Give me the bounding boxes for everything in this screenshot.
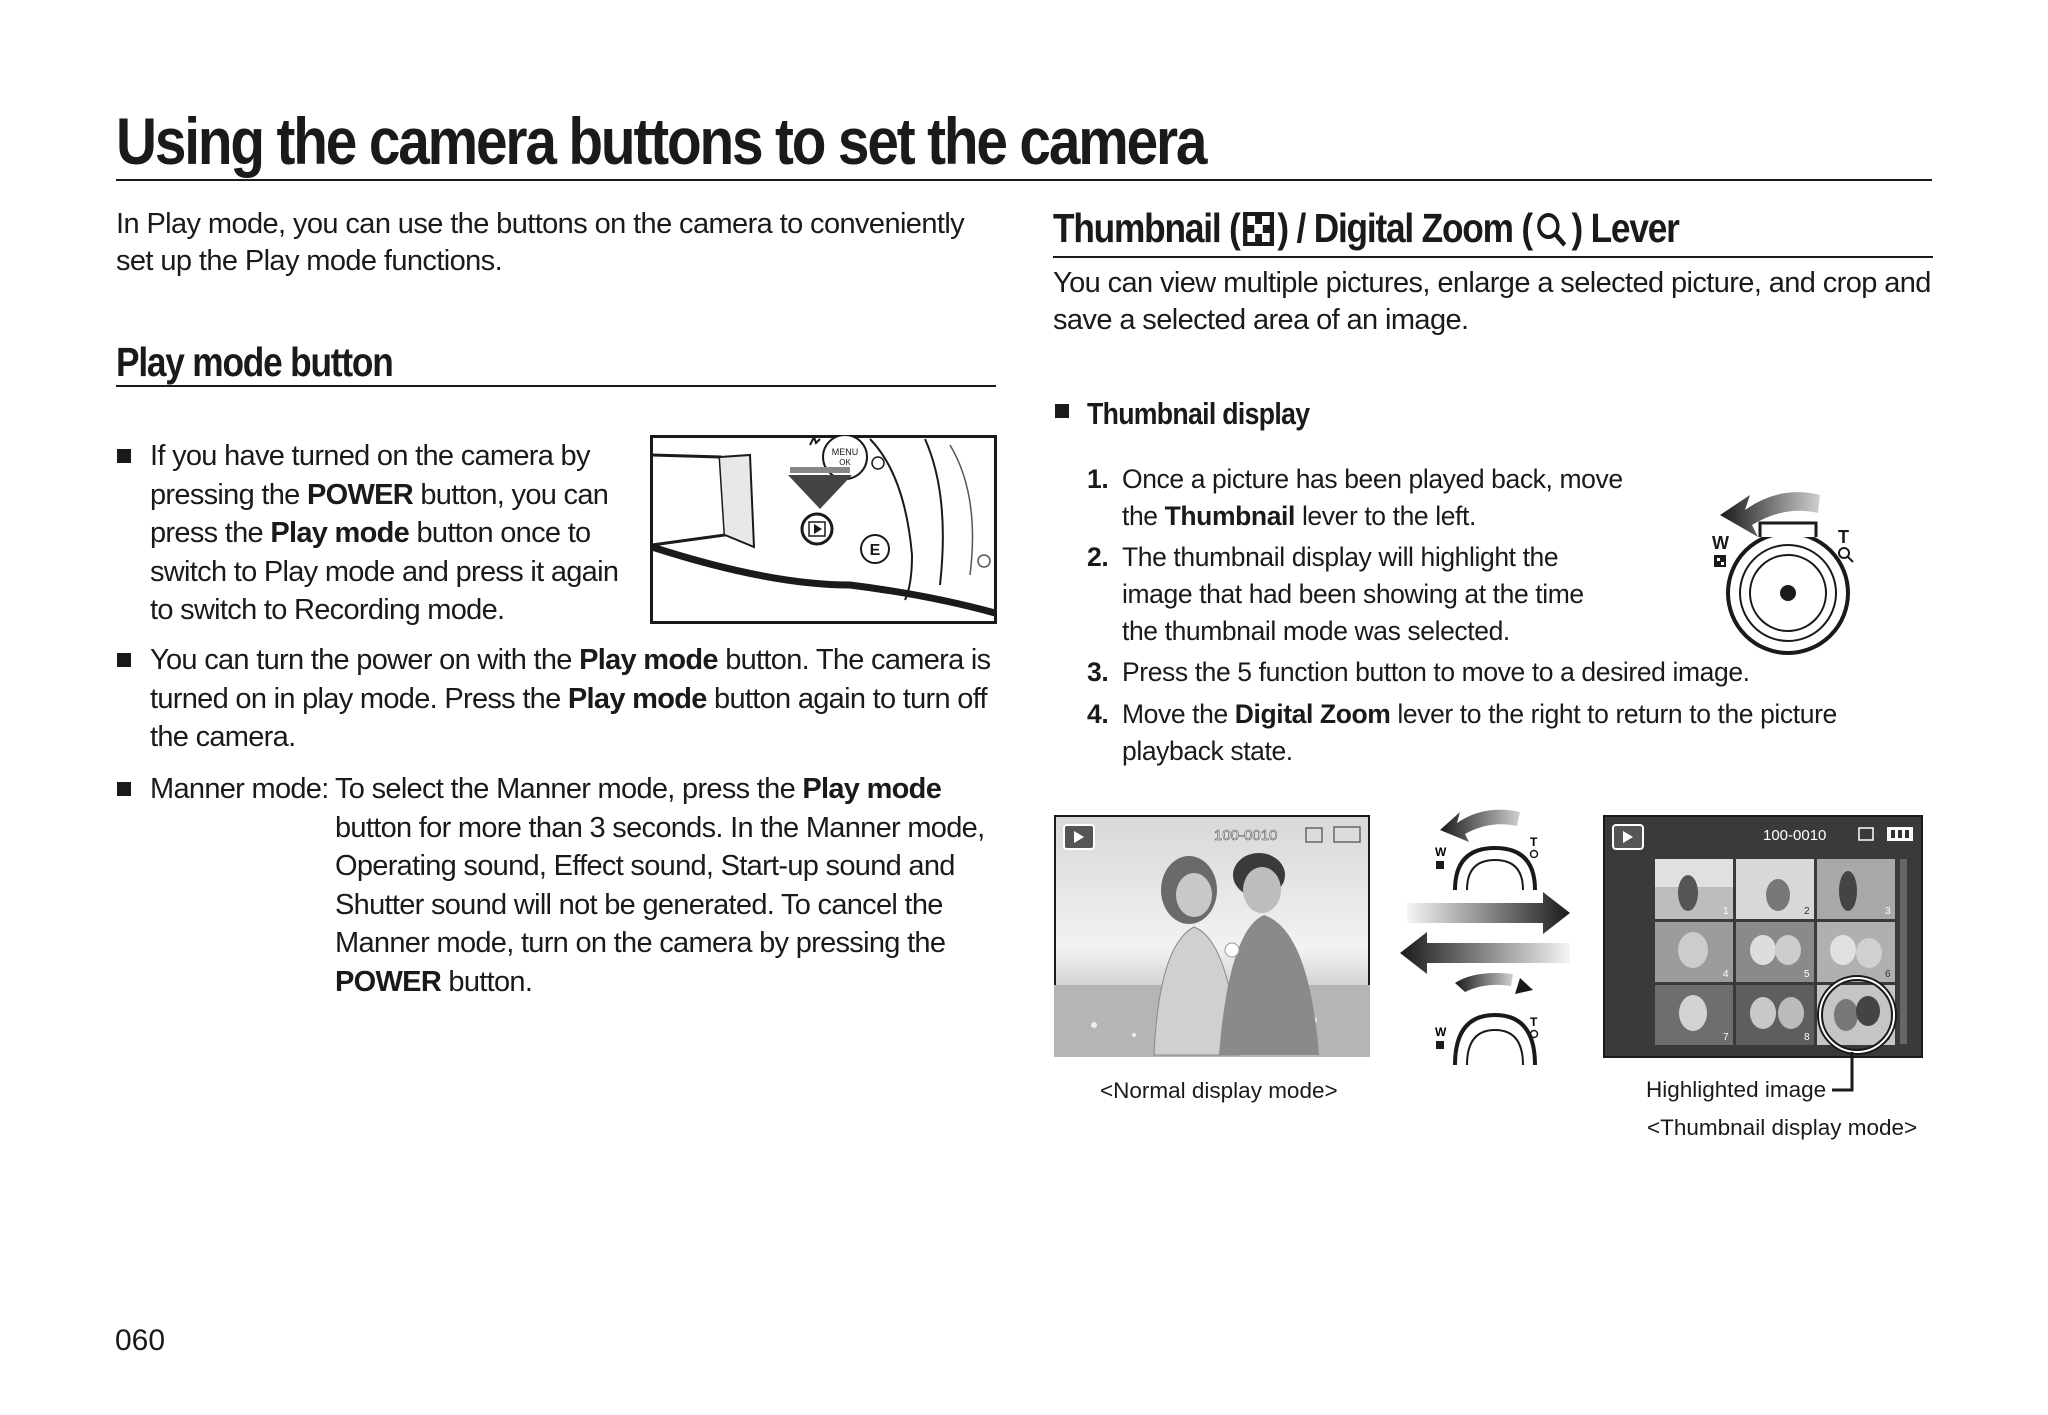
zoom-heading-part3: ) Lever (1571, 205, 1679, 251)
bullet-3-text: To select the Manner mode, press the Play mode button for more than 3 seconds. In the Manner mode, Operating sound, Effect sound, Start-up sound and Shutter sound will not be generated. To cancel the Manner mode, turn on the camera by pressing the POWER button. (335, 773, 985, 998)
menu-label: MENU (831, 447, 859, 457)
bullet-icon (117, 782, 131, 796)
thumbnail-cell[interactable] (1817, 859, 1895, 919)
normal-display-caption: <Normal display mode> (1100, 1078, 1338, 1103)
thumbnail-cell[interactable] (1736, 985, 1814, 1045)
lever-w-label: W (1712, 533, 1729, 553)
callout-line (1830, 1050, 1860, 1095)
zoom-heading-part2: ) / Digital Zoom ( (1277, 205, 1532, 251)
zoom-heading (1053, 205, 1679, 251)
step-3-text: Press the 5 function button to move to a desired image. (1122, 657, 1750, 687)
manner-mode-label: Manner mode: (150, 773, 329, 805)
thumbnail-cell[interactable] (1655, 922, 1733, 982)
page-number: 060 (115, 1324, 166, 1357)
lever-w-label: W (1435, 845, 1447, 859)
thumbnail-number: 7 (1723, 1032, 1729, 1043)
bullet-icon (117, 653, 131, 667)
zoom-rule (1053, 256, 1933, 258)
arrow-right (1407, 892, 1570, 934)
bullet-icon (117, 449, 131, 463)
thumbnail-display-caption: <Thumbnail display mode> (1647, 1115, 1918, 1140)
thumbnail-number: 1 (1723, 906, 1729, 917)
thumbnail-display-heading: Thumbnail display (1087, 396, 1310, 431)
play-mode-rule (116, 385, 996, 387)
step-3-number: 3. (1087, 657, 1109, 687)
thumbnail-number: 3 (1885, 906, 1891, 917)
thumbnail-cell[interactable] (1736, 859, 1814, 919)
lever-w-label: W (1435, 1025, 1447, 1039)
thumbnail-cell-highlighted[interactable] (1817, 978, 1895, 1052)
thumbnail-number: 9 (1885, 1032, 1891, 1043)
thumbnail-number: 6 (1885, 969, 1891, 980)
step-2-number: 2. (1087, 542, 1109, 572)
thumbnail-grid (1655, 859, 1895, 1052)
step-4-number: 4. (1087, 699, 1109, 729)
step-4-text: Move the Digital Zoom lever to the right to return to the picture playback state. (1122, 699, 1837, 766)
play-mode-heading: Play mode button (116, 339, 393, 385)
camera-play-button-illustration (650, 435, 997, 624)
zoom-intro: You can view multiple pictures, enlarge a selected picture, and crop and save a selected area of an image. (1053, 267, 1931, 336)
thumbnail-number: 8 (1804, 1032, 1810, 1043)
step-2-text: The thumbnail display will highlight the image that had been showing at the time the thumbnail mode was selected. (1122, 542, 1584, 646)
step-1-text: Once a picture has been played back, move the Thumbnail lever to the left. (1122, 464, 1623, 531)
magnifier-icon (1534, 210, 1570, 248)
thumbnail-number: 5 (1804, 969, 1810, 980)
intro-text: In Play mode, you can use the buttons on the camera to conveniently set up the Play mode functions. (116, 208, 965, 277)
thumbnail-cell[interactable] (1655, 985, 1733, 1045)
thumbnail-number: 2 (1804, 906, 1810, 917)
thumbnail-cell[interactable] (1817, 922, 1895, 982)
page-title: Using the camera buttons to set the camera (116, 104, 1206, 178)
normal-file-number: 100-0010 (1214, 827, 1278, 844)
bullet-1-text: If you have turned on the camera by pressing the POWER button, you can press the Play mode button once to switch to Play mode and press it again to switch to Recording mode. (150, 440, 619, 626)
e-button-label: E (869, 542, 881, 559)
lever-t-label: T (1530, 835, 1538, 849)
normal-display-screen (1054, 815, 1370, 1057)
highlighted-image-caption: Highlighted image (1646, 1077, 1827, 1102)
ok-label: OK (839, 458, 851, 467)
zoom-heading-part1: Thumbnail ( (1053, 205, 1240, 251)
thumbnail-display-screen (1603, 815, 1923, 1058)
step-1-number: 1. (1087, 464, 1109, 494)
bullet-icon (1055, 404, 1069, 418)
thumb-file-number: 100-0010 (1763, 827, 1827, 844)
bullet-2-text: You can turn the power on with the Play mode button. The camera is turned on in play mode. Press the Play mode button again to turn off the camera. (150, 644, 991, 753)
thumbnail-icon (1241, 210, 1275, 248)
battery-icon (1334, 827, 1360, 842)
lever-t-label: T (1838, 527, 1849, 547)
magnifier-icon (1839, 548, 1849, 558)
title-rule (116, 179, 1932, 181)
lever-transition-diagram (1395, 790, 1575, 1070)
arrow-left (1400, 932, 1570, 974)
thumbnail-number: 4 (1723, 969, 1729, 980)
zoom-lever-illustration (1700, 465, 1870, 655)
lever-t-label: T (1530, 1015, 1538, 1029)
thumbnail-cell[interactable] (1655, 859, 1733, 919)
thumbnail-cell[interactable] (1736, 922, 1814, 982)
